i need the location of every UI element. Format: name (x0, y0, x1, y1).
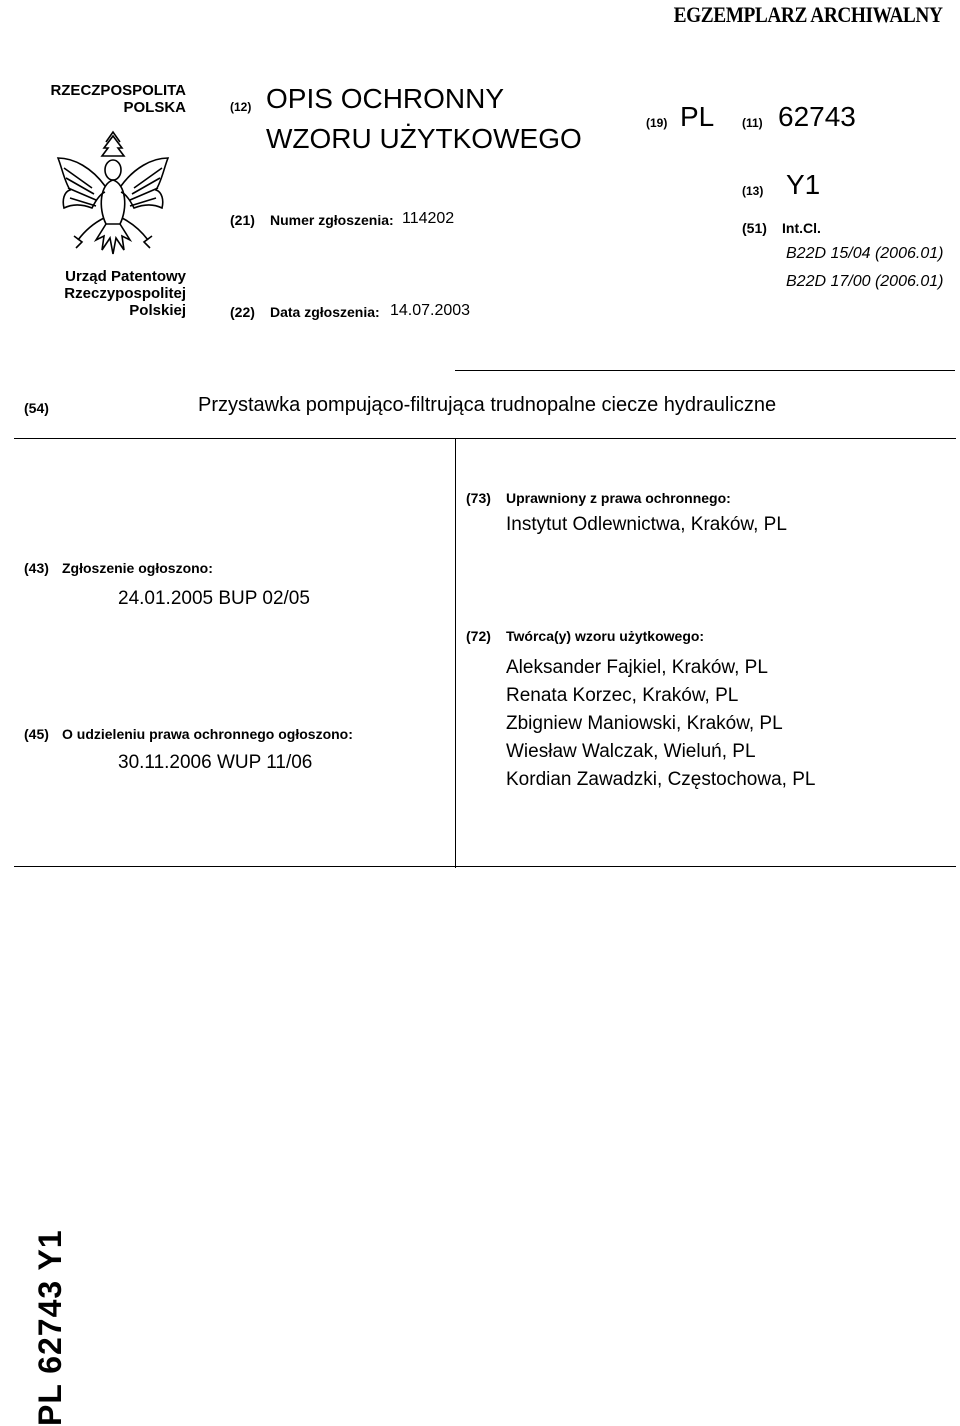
kind-code-value: Y1 (786, 169, 821, 200)
doc-kind-line-1: OPIS OCHRONNY (266, 83, 505, 114)
invention-title: Przystawka pompująco-filtrująca trudnopalne ciecze hydrauliczne (198, 394, 777, 416)
creator-name: Aleksander Fajkiel, Kraków, PL (506, 657, 768, 678)
holder-value: Instytut Odlewnictwa, Kraków, PL (506, 514, 787, 535)
creator-name: Wiesław Walczak, Wieluń, PL (506, 741, 756, 762)
int-cl-item: B22D 15/04 (2006.01) (786, 245, 944, 262)
application-number: 114202 (402, 210, 455, 227)
patent-office (64, 268, 186, 319)
top-divider (455, 370, 955, 371)
number-value: 62743 (778, 101, 856, 132)
holder-label: Uprawniony z prawa ochronnego: (506, 490, 731, 506)
creators-label: Twórca(y) wzoru użytkowego: (506, 628, 705, 644)
int-cl-item: B22D 17/00 (2006.01) (786, 273, 944, 290)
number-code: (11) (742, 116, 763, 130)
title-divider (14, 438, 956, 439)
holder-code: (73) (466, 490, 491, 506)
polish-eagle-emblem-icon (52, 128, 174, 258)
granted-value: 30.11.2006 WUP 11/06 (118, 752, 313, 773)
application-code: (21) (230, 212, 255, 228)
country-line-1: RZECZPOSPOLITA (50, 82, 186, 99)
country-name (50, 82, 186, 116)
country-code-label: (19) (646, 116, 668, 130)
creator-name: Renata Korzec, Kraków, PL (506, 685, 739, 706)
country-line-2: POLSKA (123, 99, 186, 116)
bottom-divider (14, 866, 956, 867)
granted-label: O udzieleniu prawa ochronnego ogłoszono: (62, 726, 353, 742)
kind-code-label: (13) (742, 184, 764, 198)
int-cl-label: Int.Cl. (782, 220, 821, 236)
side-document-number: PL 62743 Y1 (32, 1229, 68, 1426)
granted-code: (45) (24, 726, 49, 742)
office-line-1: Urząd Patentowy (65, 268, 186, 285)
office-line-2: Rzeczypospolitej (64, 285, 186, 302)
title-code: (54) (24, 400, 49, 416)
creators-code: (72) (466, 628, 491, 644)
announced-label: Zgłoszenie ogłoszono: (62, 560, 213, 576)
creators-list (506, 654, 815, 794)
country-code-value: PL (680, 101, 715, 132)
archive-stamp: EGZEMPLARZ ARCHIWALNY (673, 2, 942, 27)
filing-date-label: Data zgłoszenia: (270, 304, 380, 320)
announced-code: (43) (24, 560, 49, 576)
filing-date-code: (22) (230, 304, 255, 320)
filing-date-value: 14.07.2003 (390, 302, 471, 319)
announced-value: 24.01.2005 BUP 02/05 (118, 588, 310, 609)
creator-name: Kordian Zawadzki, Częstochowa, PL (506, 769, 816, 790)
application-label: Numer zgłoszenia: (270, 212, 394, 228)
doc-kind-code: (12) (230, 100, 252, 114)
doc-kind-line-2: WZORU UŻYTKOWEGO (266, 123, 582, 154)
column-divider (455, 438, 456, 868)
office-line-3: Polskiej (129, 302, 186, 319)
int-cl-code: (51) (742, 220, 767, 236)
creator-name: Zbigniew Maniowski, Kraków, PL (506, 713, 783, 734)
